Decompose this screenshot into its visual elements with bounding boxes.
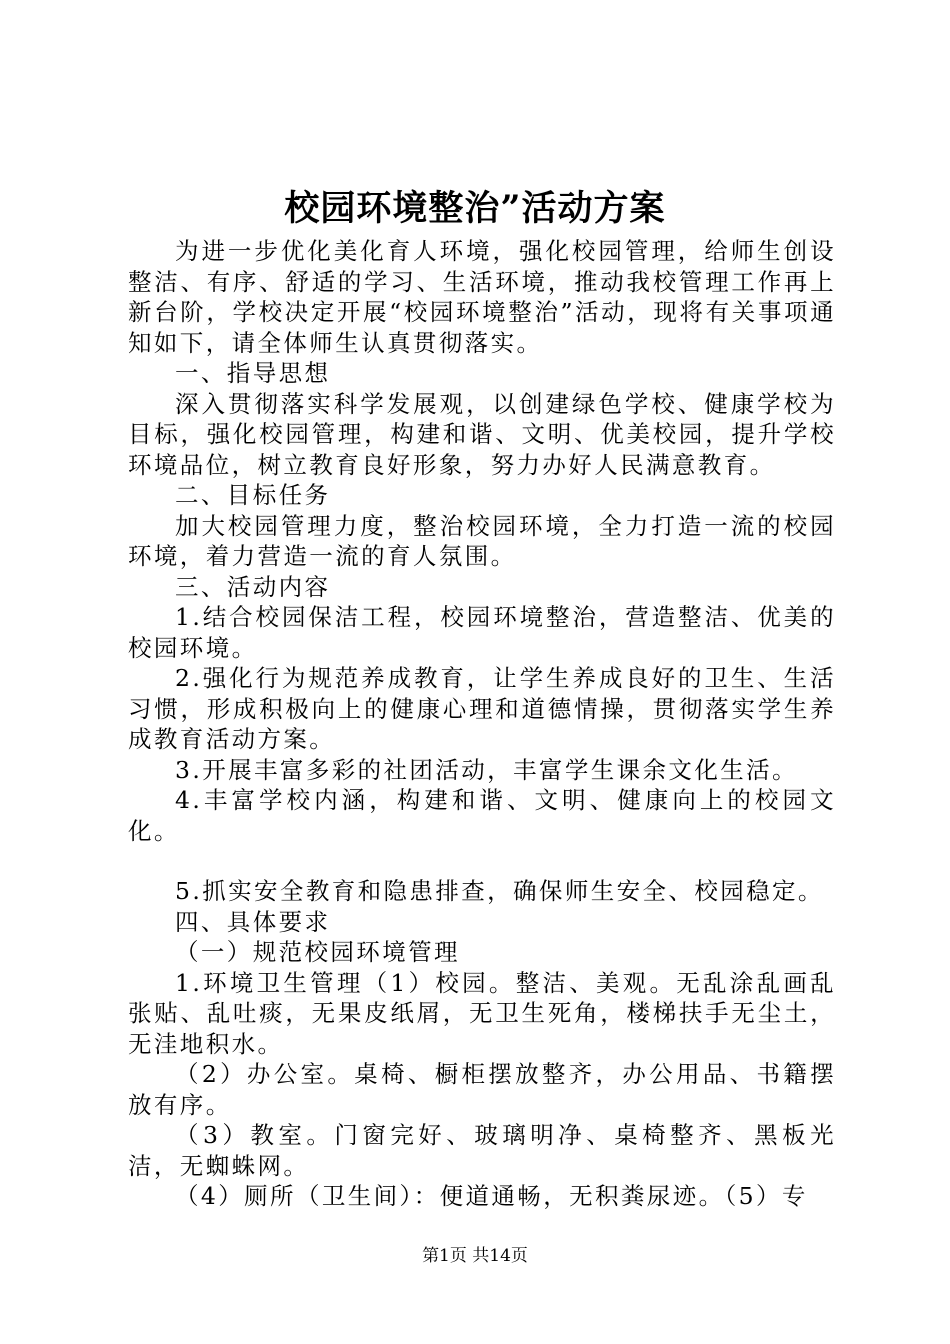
list-item-2: 2.强化行为规范养成教育，让学生养成良好的卫生、生活习惯，形成积极向上的健康心理和道德情操，贯彻落实学生养成教育活动方案。: [128, 664, 836, 753]
paragraph-intro: 为进一步优化美化育人环境，强化校园管理，给师生创设整洁、有序、舒适的学习、生活环境，推动我校管理工作再上新台阶，学校决定开展“校园环境整治”活动，现将有关事项通知如下，请全体师生认真贯彻落实。: [128, 237, 836, 357]
document-title: 校园环境整治”活动方案: [284, 188, 666, 229]
paragraph-goals: 加大校园管理力度，整治校园环境，全力打造一流的校园环境，着力营造一流的育人氛围。: [128, 511, 836, 570]
document-body: [128, 236, 836, 1212]
heading-requirements: 四、具体要求: [175, 907, 331, 936]
subheading-environment-management: （一）规范校园环境管理: [175, 938, 460, 966]
paragraph-guiding-thought: 深入贯彻落实科学发展观，以创建绿色学校、健康学校为目标，强化校园管理，构建和谐、文明、优美校园，提升学校环境品位，树立教育良好形象，努力办好人民满意教育。: [128, 389, 836, 479]
heading-activity-content: 三、活动内容: [175, 572, 331, 601]
page-number: 第1页 共14页: [422, 1246, 528, 1266]
paragraph-office: （2）办公室。桌椅、橱柜摆放整齐，办公用品、书籍摆放有序。: [128, 1060, 836, 1119]
list-item-1: 1.结合校园保洁工程，校园环境整治，营造整洁、优美的校园环境。: [128, 603, 836, 662]
list-item-3: 3.开展丰富多彩的社团活动，丰富学生课余文化生活。: [175, 755, 798, 784]
heading-guiding-thought: 一、指导思想: [175, 359, 331, 387]
list-item-4: 4.丰富学校内涵，构建和谐、文明、健康向上的校园文化。: [128, 786, 836, 845]
paragraph-campus-hygiene: 1.环境卫生管理（1）校园。整洁、美观。无乱涂乱画乱张贴、乱吐痰，无果皮纸屑，无卫生死角，楼梯扶手无尘土，无洼地积水。: [128, 968, 836, 1058]
paragraph-classroom: （3）教室。门窗完好、玻璃明净、桌椅整齐、黑板光洁，无蜘蛛网。: [128, 1121, 836, 1180]
paragraph-restroom: （4）厕所（卫生间）：便道通畅，无积粪尿迹。（5）专: [175, 1182, 808, 1210]
heading-goals: 二、目标任务: [175, 481, 331, 509]
list-item-5: 5.抓实安全教育和隐患排查，确保师生安全、校园稳定。: [175, 877, 824, 905]
